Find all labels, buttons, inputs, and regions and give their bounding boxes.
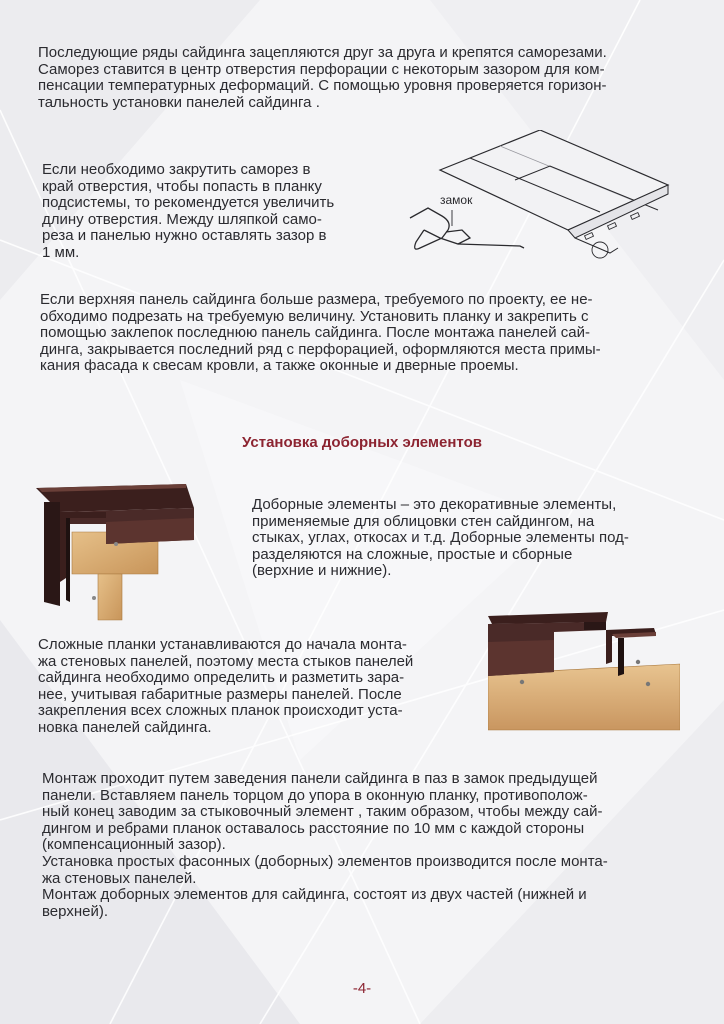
text-line: Саморез ставится в центр отверстия перфорации с некоторым зазором для ком- [38, 60, 605, 78]
text-line: длину отверстия. Между шляпкой само- [42, 210, 322, 228]
paragraph-installation [42, 771, 692, 920]
lock-label: замок [440, 193, 473, 207]
text-line: дингом и ребрами планок оставалось расстояние по 10 мм с каждой стороны [42, 819, 585, 837]
paragraph-siding-rows [38, 45, 688, 111]
text-line: жа стеновых панелей, поэтому места стыков панелей [38, 652, 414, 670]
text-line: Доборные элементы – это декоративные элементы, [252, 496, 617, 513]
text-line: жа стеновых панелей. [42, 869, 197, 887]
text-line: Монтаж проходит путем заведения панели сайдинга в паз в замок предыдущей [42, 770, 598, 787]
text-line: применяемые для облицовки стен сайдингом, на [252, 512, 595, 530]
text-line: тальность установки панелей сайдинга . [38, 93, 320, 111]
text-line: динга, закрывается последний ряд с перфорацией, оформляются места примы- [40, 340, 601, 358]
siding-lock-illustration [400, 130, 670, 265]
text-line: Последующие ряды сайдинга зацепляются друг за друга и крепятся саморезами. [38, 44, 607, 61]
text-line: помощью заклепок последнюю панель сайдинга. После монтажа панелей сай- [40, 324, 591, 342]
text-line: обходимо подрезать на требуемую величину. Установить планку и закрепить с [40, 307, 589, 325]
text-line: верхней). [42, 902, 108, 920]
text-line: стыках, углах, откосах и т.д. Доборные элементы под- [252, 529, 629, 547]
text-line: кания фасада к свесам кровли, а также оконные и дверные проемы. [40, 357, 519, 375]
text-line: подсистемы, то рекомендуется увеличить [42, 194, 335, 212]
text-line: разделяются на сложные, простые и сборные [252, 545, 573, 563]
text-line: Если необходимо закрутить саморез в [42, 161, 311, 178]
paragraph-top-panel [40, 292, 690, 375]
text-line: Сложные планки устанавливаются до начала монта- [38, 636, 407, 653]
text-line: реза и панелью нужно оставлять зазор в [42, 227, 327, 245]
text-line: сайдинга необходимо определить и разметить зара- [38, 669, 405, 687]
text-line: (верхние и нижние). [252, 562, 392, 580]
trim-element-illustration [36, 478, 196, 623]
text-line: край отверстия, чтобы попасть в планку [42, 177, 322, 195]
text-line: нее, учитывая габаритные размеры панелей. После [38, 685, 402, 703]
text-line: пенсации температурных деформаций. С помощью уровня проверяется горизон- [38, 77, 607, 95]
text-line: 1 мм. [42, 243, 80, 261]
text-line: новка панелей сайдинга. [38, 718, 212, 736]
page-number: -4- [352, 980, 372, 997]
paragraph-trim-definition [252, 497, 672, 580]
text-line: Установка простых фасонных (доборных) элементов производится после монта- [42, 852, 608, 870]
text-line: закрепления всех сложных планок происходит уста- [38, 702, 403, 720]
text-line: панели. Вставляем панель торцом до упора в оконную планку, противополож- [42, 786, 588, 804]
complex-trim-illustration [488, 612, 680, 732]
text-line: Если верхняя панель сайдинга больше размера, требуемого по проекту, ее не- [40, 291, 593, 308]
text-line: Монтаж доборных элементов для сайдинга, состоят из двух частей (нижней и [42, 886, 587, 904]
paragraph-complex-trim [38, 637, 478, 737]
text-line: ный конец заводим за стыковочный элемент , таким образом, чтобы между сай- [42, 803, 603, 821]
text-line: (компенсационный зазор). [42, 836, 226, 854]
section-heading: Установка доборных элементов [242, 434, 482, 451]
paragraph-screw-hole [42, 162, 372, 262]
